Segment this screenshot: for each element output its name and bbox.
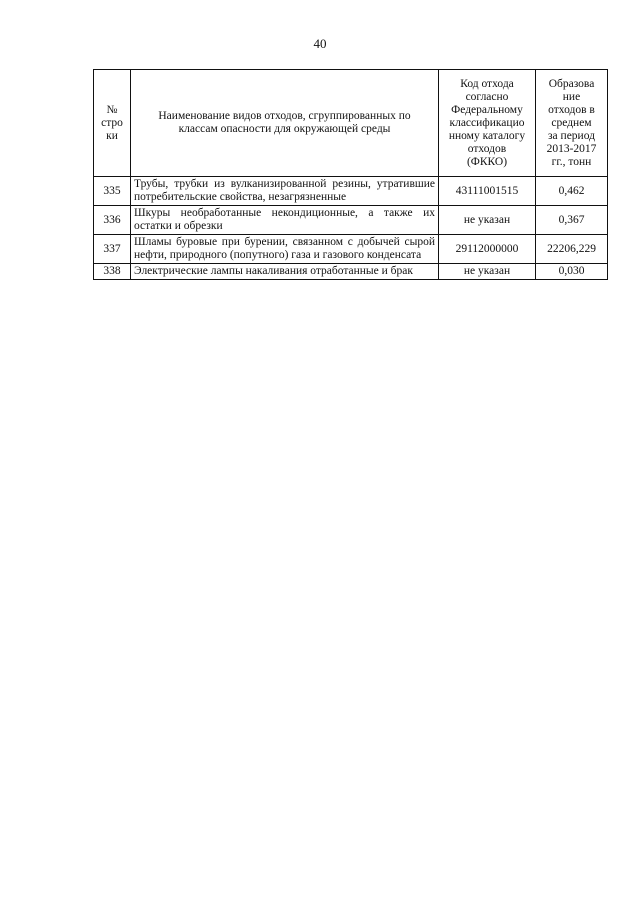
row-number: 338 bbox=[94, 264, 131, 280]
waste-name: Электрические лампы накаливания отработанные и брак bbox=[131, 264, 439, 280]
table-row bbox=[94, 206, 608, 235]
row-number: 335 bbox=[94, 177, 131, 206]
row-number: 336 bbox=[94, 206, 131, 235]
fkko-code: 29112000000 bbox=[439, 235, 536, 264]
table-row bbox=[94, 235, 608, 264]
waste-amount: 0,462 bbox=[536, 177, 608, 206]
page-number: 40 bbox=[313, 36, 327, 51]
table-row bbox=[94, 264, 608, 280]
waste-table bbox=[93, 69, 608, 280]
header-waste-amount: Образова ние отходов в среднем за период 2013-2017 гг., тонн bbox=[536, 70, 608, 177]
waste-name: Трубы, трубки из вулканизированной резины, утратившие потребительские свойства, незагрязненные bbox=[131, 177, 439, 206]
header-waste-name: Наименование видов отходов, сгруппированных по классам опасности для окружающей среды bbox=[131, 70, 439, 177]
header-fkko-code: Код отхода согласно Федеральному классификацио нному каталогу отходов (ФККО) bbox=[439, 70, 536, 177]
fkko-code: не указан bbox=[439, 206, 536, 235]
waste-name: Шкуры необработанные некондиционные, а также их остатки и обрезки bbox=[131, 206, 439, 235]
waste-amount: 22206,229 bbox=[536, 235, 608, 264]
fkko-code: 43111001515 bbox=[439, 177, 536, 206]
header-row-number: № стро ки bbox=[94, 70, 131, 177]
waste-amount: 0,030 bbox=[536, 264, 608, 280]
row-number: 337 bbox=[94, 235, 131, 264]
fkko-code: не указан bbox=[439, 264, 536, 280]
waste-name: Шламы буровые при бурении, связанном с добычей сырой нефти, природного (попутного) газа и газового конденсата bbox=[131, 235, 439, 264]
waste-amount: 0,367 bbox=[536, 206, 608, 235]
table-header-row bbox=[94, 70, 608, 177]
table-row bbox=[94, 177, 608, 206]
